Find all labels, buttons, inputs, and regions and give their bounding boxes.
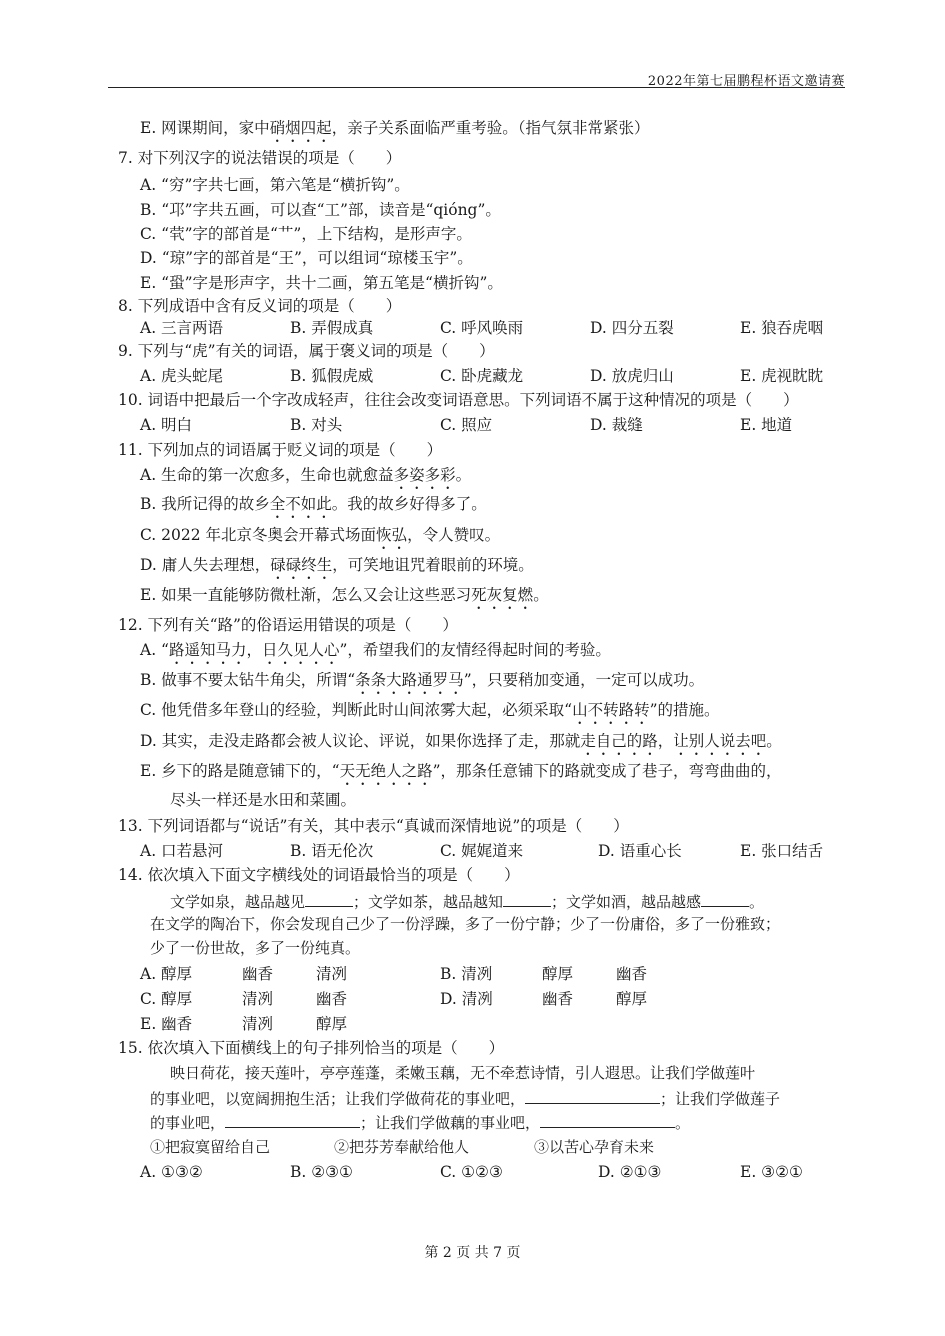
q11-option-e: E. 如果一直能够防微杜渐，怎么又会让这些恶习死灰复燃。 [140, 586, 549, 604]
q7-option-b: B. “邛”字共五画，可以查“工”部，读音是“qióng”。 [140, 201, 501, 219]
fill-blank [503, 890, 551, 907]
q15-passage-line-2: 的事业吧，以宽阔拥抱生活；让我们学做荷花的事业吧， ；让我们学做莲子 [150, 1087, 780, 1109]
q14-option-cell: 幽香 [616, 965, 648, 983]
dotted-phrase: 山不转路转 [572, 701, 650, 719]
q15-sentence: ③以苦心孕育未来 [534, 1138, 655, 1156]
q15-option: E. ③②① [740, 1163, 803, 1181]
q15-sentence: ②把芬芳奉献给他人 [334, 1138, 470, 1156]
q8-option: B. 弄假成真 [290, 319, 374, 337]
q14-option-cell: 醇厚 [316, 1015, 348, 1033]
q11-option-b: B. 我所记得的故乡全不如此。我的故乡好得多了。 [140, 495, 487, 513]
dotted-phrase: 走自己的路，让别人说去吧 [580, 732, 767, 750]
dotted-phrase: 全不如此 [269, 495, 332, 513]
q14-option-cell: D. 清冽 [440, 990, 493, 1008]
q13-stem: 13. 下列词语都与“说话”有关，其中表示“真诚而深情地说”的项是（ ） [118, 817, 629, 835]
q7-option-e: E. “蛩”字是形声字，共十二画，第五笔是“横折钩”。 [140, 274, 503, 292]
q14-option-cell: 清冽 [316, 965, 348, 983]
q12-option-b: B. 做事不要太钻牛角尖，所谓“条条大路通罗马”，只要稍加变通，一定可以成功。 [140, 671, 705, 689]
q8-option: C. 呼风唤雨 [440, 319, 524, 337]
q12-option-c: C. 他凭借多年登山的经验，判断此时山间浓雾大起，必须采取“山不转路转”的措施。 [140, 701, 720, 719]
dotted-phrase: 硝烟四起 [269, 119, 332, 137]
q14-option-cell: 幽香 [242, 965, 274, 983]
q14-option-cell: A. 醇厚 [140, 965, 193, 983]
q11-option-c: C. 2022 年北京冬奥会开幕式场面恢弘，令人赞叹。 [140, 526, 501, 544]
dotted-phrase: 路遥知马力，日久见人心 [168, 641, 340, 659]
q13-option: A. 口若悬河 [140, 842, 224, 860]
q14-option-cell: 醇厚 [616, 990, 648, 1008]
q12-option-d: D. 其实，走没走路都会被人议论、评说，如果你选择了走，那就走自己的路，让别人说去吧。 [140, 732, 782, 750]
q8-option: E. 狼吞虎咽 [740, 319, 824, 337]
q15-option: C. ①②③ [440, 1163, 503, 1181]
dotted-phrase: 死灰复燃 [471, 586, 534, 604]
q7-option-a: A. “穷”字共七画，第六笔是“横折钩”。 [140, 176, 410, 194]
contest-title: 2022年第七届鹏程杯语文邀请赛 [647, 74, 845, 89]
q10-option: E. 地道 [740, 416, 793, 434]
q10-option: D. 裁缝 [590, 416, 643, 434]
q11-option-a: A. 生命的第一次愈多，生命也就愈益多姿多彩。 [140, 466, 472, 484]
dotted-phrase: 碌碌终生 [270, 556, 333, 574]
fill-blank [701, 890, 749, 907]
q14-passage-line-3: 少了一份世故，多了一份纯真。 [150, 939, 361, 957]
fill-blank [525, 1087, 660, 1104]
q8-option: D. 四分五裂 [590, 319, 674, 337]
q14-passage-line-1: 文学如泉，越品越见 ；文学如茶，越品越知 ；文学如酒，越品越感 。 [170, 890, 764, 912]
q12-option-a: A. “路遥知马力，日久见人心”，希望我们的友情经得起时间的考验。 [140, 641, 611, 659]
dotted-phrase: 恢弘 [376, 526, 408, 544]
q8-stem: 8. 下列成语中含有反义词的项是（ ） [118, 297, 402, 315]
q15-sentence: ①把寂寞留给自己 [150, 1138, 271, 1156]
q12-option-e: E. 乡下的路是随意铺下的，“天无绝人之路”，那条任意铺下的路就变成了巷子，弯弯曲曲的， [140, 762, 782, 780]
q13-option: D. 语重心长 [598, 842, 682, 860]
q15-option: A. ①③② [140, 1163, 203, 1181]
dotted-phrase: 多姿多彩 [393, 466, 456, 484]
q7-option-d: D. “琼”字的部首是“王”，可以组词“琼楼玉宇”。 [140, 249, 473, 267]
q10-option: C. 照应 [440, 416, 493, 434]
q15-passage-line-3: 的事业吧， ；让我们学做藕的事业吧， 。 [150, 1111, 690, 1133]
q13-option: B. 语无伦次 [290, 842, 374, 860]
q15-passage-line-1: 映日荷花，接天莲叶，亭亭莲蓬，柔嫩玉藕，无不牵惹诗情，引人遐思。让我们学做莲叶 [170, 1064, 756, 1082]
q12-option-e-continued: 尽头一样还是水田和菜圃。 [170, 791, 357, 809]
q15-option: D. ②①③ [598, 1163, 662, 1181]
q14-option-cell: 幽香 [542, 990, 574, 1008]
q11-stem: 11. 下列加点的词语属于贬义词的项是（ ） [118, 441, 443, 459]
q14-option-cell: 醇厚 [542, 965, 574, 983]
q7-stem: 7. 对下列汉字的说法错误的项是（ ） [118, 149, 402, 167]
q9-stem: 9. 下列与“虎”有关的词语，属于褒义词的项是（ ） [118, 342, 495, 360]
q14-option-cell: 清冽 [242, 1015, 274, 1033]
q9-option: D. 放虎归山 [590, 367, 674, 385]
q14-option-cell: C. 醇厚 [140, 990, 193, 1008]
q14-option-cell: 幽香 [316, 990, 348, 1008]
q13-option: E. 张口结舌 [740, 842, 824, 860]
q9-option: A. 虎头蛇尾 [140, 367, 224, 385]
q14-option-cell: B. 清冽 [440, 965, 493, 983]
header-divider [108, 87, 845, 88]
q15-stem: 15. 依次填入下面横线上的句子排列恰当的项是（ ） [118, 1039, 505, 1057]
q9-option: C. 卧虎藏龙 [440, 367, 524, 385]
q14-stem: 14. 依次填入下面文字横线处的词语最恰当的项是（ ） [118, 866, 520, 884]
page-number: 第 2 页 共 7 页 [424, 1245, 521, 1261]
q10-option: B. 对头 [290, 416, 343, 434]
fill-blank [540, 1111, 675, 1128]
q8-option: A. 三言两语 [140, 319, 224, 337]
dotted-phrase: 天无绝人之路 [339, 762, 433, 780]
q14-passage-line-2: 在文学的陶冶下，你会发现自己少了一份浮躁，多了一份宁静；少了一份庸俗，多了一份雅致； [150, 915, 781, 933]
q11-option-d: D. 庸人失去理想，碌碌终生，可笑地诅咒着眼前的环境。 [140, 556, 534, 574]
q10-option: A. 明白 [140, 416, 193, 434]
fill-blank [225, 1111, 360, 1128]
q15-option: B. ②③① [290, 1163, 353, 1181]
q12-stem: 12. 下列有关“路”的俗语运用错误的项是（ ） [118, 616, 458, 634]
q7-option-c: C. “茕”字的部首是“艹”，上下结构，是形声字。 [140, 225, 472, 243]
q9-option: E. 虎视眈眈 [740, 367, 824, 385]
q10-stem: 10. 词语中把最后一个字改成轻声，往往会改变词语意思。下列词语不属于这种情况的项是（ ） [118, 391, 799, 409]
fill-blank [305, 890, 353, 907]
dotted-phrase: 条条大路通罗马 [355, 671, 464, 689]
q9-option: B. 狐假虎威 [290, 367, 374, 385]
q13-option: C. 娓娓道来 [440, 842, 524, 860]
q14-option-cell: E. 幽香 [140, 1015, 193, 1033]
q14-option-cell: 清冽 [242, 990, 274, 1008]
q6-option-e: E. 网课期间，家中硝烟四起，亲子关系面临严重考验。（指气氛非常紧张） [140, 119, 650, 137]
